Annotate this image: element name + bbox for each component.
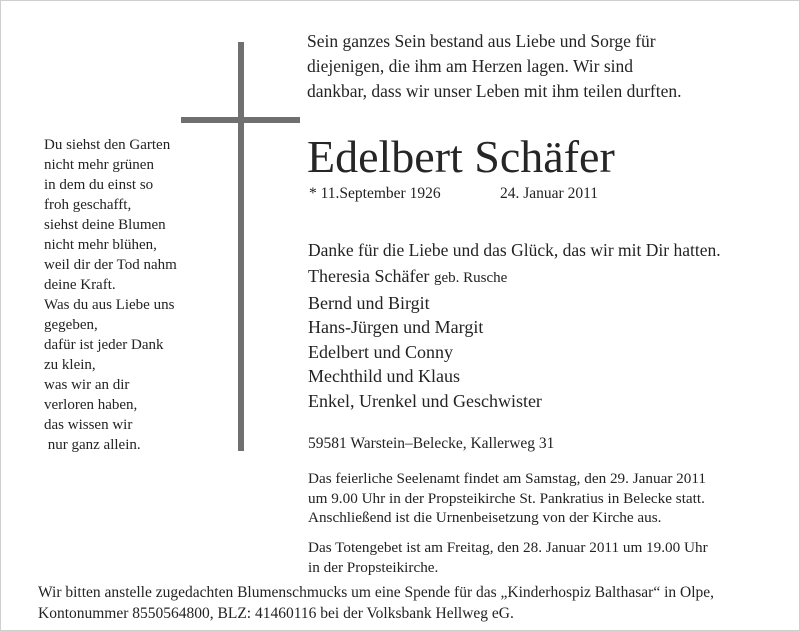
poem-line: froh geschafft, — [44, 197, 132, 213]
donation-line: Wir bitten anstelle zugedachten Blumenschmucks um eine Spende für das „Kinderhospiz Balthasar“ in Olpe, — [38, 584, 715, 601]
poem-line: zu klein, — [44, 357, 96, 373]
poem-line: was wir an dir — [44, 377, 130, 393]
poem-line: Du siehst den Garten — [44, 137, 171, 153]
birth-date: * 11.September 1926 — [309, 185, 441, 202]
poem-line: siehst deine Blumen — [44, 217, 166, 233]
poem-line: nicht mehr blühen, — [44, 237, 157, 253]
poem-line: verloren haben, — [44, 397, 138, 413]
requiem-line: Anschließend ist die Urnenbeisetzung von der Kirche aus. — [308, 509, 662, 526]
requiem-info — [308, 469, 706, 528]
mourner-line: Hans-Jürgen und Margit — [308, 317, 484, 337]
mourner-name: Theresia Schäfer — [308, 266, 430, 286]
death-date: 24. Januar 2011 — [500, 185, 599, 202]
poem-line: das wissen wir — [44, 417, 133, 433]
prayer-line: in der Propsteikirche. — [308, 558, 439, 576]
poem-line: nur ganz allein. — [44, 437, 141, 453]
cross-horizontal-beam — [181, 117, 300, 123]
requiem-line: Das feierliche Seelenamt findet am Samstag, den 29. Januar 2011 — [308, 470, 706, 487]
mourner-line: Enkel, Urenkel und Geschwister — [308, 390, 542, 411]
prayer-info — [308, 538, 708, 577]
thanks-line: Danke für die Liebe und das Glück, das wir mit Dir hatten. — [308, 240, 721, 260]
maiden-name: geb. Rusche — [433, 270, 508, 286]
poem-line: deine Kraft. — [44, 277, 116, 293]
donation-request — [38, 582, 714, 624]
mourner-line: Bernd und Birgit — [308, 292, 430, 313]
requiem-line: um 9.00 Uhr in der Propsteikirche St. Pankratius in Belecke statt. — [308, 489, 705, 507]
poem-line: weil dir der Tod nahm — [44, 257, 177, 273]
mourner-primary — [308, 264, 542, 291]
poem — [44, 135, 234, 455]
mourner-line: Mechthild und Klaus — [308, 366, 460, 386]
intro-line: Sein ganzes Sein bestand aus Liebe und Sorge für — [307, 31, 656, 51]
intro-text — [307, 29, 787, 104]
intro-line: diejenigen, die ihm am Herzen lagen. Wir sind — [307, 56, 634, 76]
family-address: 59581 Warstein–Belecke, Kallerweg 31 — [308, 435, 555, 452]
donation-line: Kontonummer 8550564800, BLZ: 41460116 bei der Volksbank Hellweg eG. — [38, 605, 514, 622]
mourner-line: Edelbert und Conny — [308, 341, 453, 362]
poem-line: gegeben, — [44, 317, 98, 333]
deceased-name: Edelbert Schäfer — [307, 131, 615, 182]
cross-vertical-beam — [238, 42, 244, 451]
life-dates — [309, 183, 599, 205]
mourners-list — [308, 264, 542, 413]
poem-line: dafür ist jeder Dank — [44, 337, 164, 353]
poem-line: nicht mehr grünen — [44, 157, 154, 173]
intro-line: dankbar, dass wir unser Leben mit ihm teilen durften. — [307, 81, 682, 101]
prayer-line: Das Totengebet ist am Freitag, den 28. Januar 2011 um 19.00 Uhr — [308, 539, 708, 556]
poem-line: Was du aus Liebe uns — [44, 297, 175, 313]
poem-line: in dem du einst so — [44, 177, 154, 193]
